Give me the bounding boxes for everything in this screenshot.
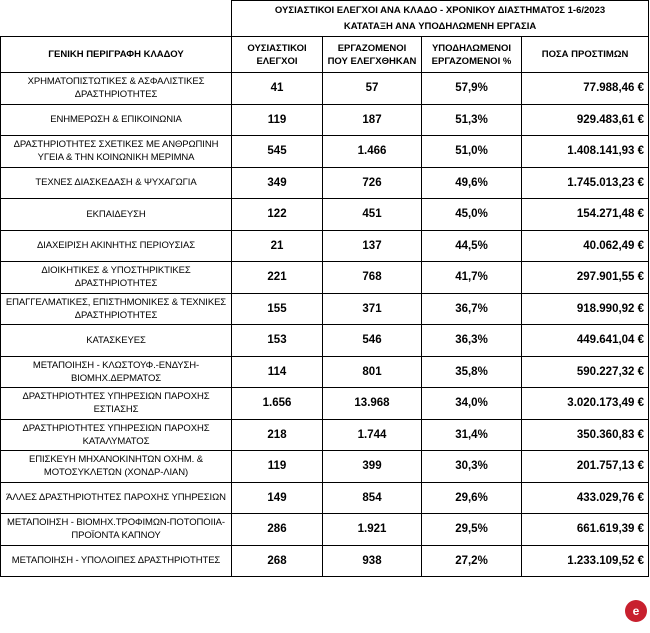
undeclared-percent: 49,6% (422, 167, 522, 199)
table-row (1, 199, 649, 231)
undeclared-percent: 41,7% (422, 262, 522, 294)
workers-count: 57 (323, 73, 422, 105)
workers-count: 1.921 (323, 514, 422, 546)
fines-amount: 350.360,83 € (522, 419, 649, 451)
workers-count: 1.466 (323, 136, 422, 168)
checks-count: 221 (232, 262, 323, 294)
fines-amount: 1.233.109,52 € (522, 545, 649, 577)
table-row (1, 514, 649, 546)
sector-description: ΜΕΤΑΠΟΙΗΣΗ - ΥΠΟΛΟΙΠΕΣ ΔΡΑΣΤΗΡΙΟΤΗΤΕΣ (1, 545, 232, 577)
undeclared-percent: 34,0% (422, 388, 522, 420)
site-logo-badge[interactable]: e (625, 600, 647, 622)
header-workers: ΕΡΓΑΖΟΜΕΝΟΙ ΠΟΥ ΕΛΕΓΧΘΗΚΑΝ (323, 37, 422, 73)
undeclared-percent: 35,8% (422, 356, 522, 388)
workers-count: 854 (323, 482, 422, 514)
workers-count: 371 (323, 293, 422, 325)
table-row (1, 167, 649, 199)
sector-description: ΔΡΑΣΤΗΡΙΟΤΗΤΕΣ ΥΠΗΡΕΣΙΩΝ ΠΑΡΟΧΗΣ ΕΣΤΙΑΣΗΣ (1, 388, 232, 420)
header-row (1, 37, 649, 73)
table-title-line-1: ΟΥΣΙΑΣΤΙΚΟΙ ΕΛΕΓΧΟΙ ΑΝΑ ΚΛΑΔΟ - ΧΡΟΝΙΚΟΥ ΔΙΑΣΤΗΜΑΤΟΣ 1-6/2023 (274, 4, 606, 16)
sector-description: ΕΝΗΜΕΡΩΣΗ & ΕΠΙΚΟΙΝΩΝΙΑ (1, 104, 232, 136)
workers-count: 399 (323, 451, 422, 483)
table-row (1, 262, 649, 294)
checks-count: 122 (232, 199, 323, 231)
workers-count: 801 (323, 356, 422, 388)
fines-amount: 154.271,48 € (522, 199, 649, 231)
fines-amount: 40.062,49 € (522, 230, 649, 262)
sector-description: ΜΕΤΑΠΟΙΗΣΗ - ΒΙΟΜΗΧ.ΤΡΟΦΙΜΩΝ-ΠΟΤΟΠΟΙΙΑ-ΠΡΟΪΟΝΤΑ ΚΑΠΝΟΥ (1, 514, 232, 546)
sector-description: ΔΡΑΣΤΗΡΙΟΤΗΤΕΣ ΣΧΕΤΙΚΕΣ ΜΕ ΑΝΘΡΩΠΙΝΗ ΥΓΕΙΑ & ΤΗΝ ΚΟΙΝΩΝΙΚΗ ΜΕΡΙΜΝΑ (1, 136, 232, 168)
table-row (1, 230, 649, 262)
table-row (1, 482, 649, 514)
workers-count: 726 (323, 167, 422, 199)
sector-description: ΆΛΛΕΣ ΔΡΑΣΤΗΡΙΟΤΗΤΕΣ ΠΑΡΟΧΗΣ ΥΠΗΡΕΣΙΩΝ (1, 482, 232, 514)
sector-description: ΔΙΑΧΕΙΡΙΣΗ ΑΚΙΝΗΤΗΣ ΠΕΡΙΟΥΣΙΑΣ (1, 230, 232, 262)
sector-description: ΚΑΤΑΣΚΕΥΕΣ (1, 325, 232, 357)
workers-count: 187 (323, 104, 422, 136)
sector-description: ΕΠΙΣΚΕΥΗ ΜΗΧΑΝΟΚΙΝΗΤΩΝ ΟΧΗΜ. & ΜΟΤΟΣΥΚΛΕΤΩΝ (ΧΟΝΔΡ-ΛΙΑΝ) (1, 451, 232, 483)
undeclared-percent: 30,3% (422, 451, 522, 483)
table-row (1, 545, 649, 577)
checks-count: 268 (232, 545, 323, 577)
undeclared-percent: 36,3% (422, 325, 522, 357)
table-row (1, 136, 649, 168)
workers-count: 13.968 (323, 388, 422, 420)
fines-amount: 929.483,61 € (522, 104, 649, 136)
checks-count: 155 (232, 293, 323, 325)
workers-count: 938 (323, 545, 422, 577)
workers-count: 546 (323, 325, 422, 357)
undeclared-percent: 29,6% (422, 482, 522, 514)
header-undeclared-pct: ΥΠΟΔΗΛΩΜΕΝΟΙ ΕΡΓΑΖΟΜΕΝΟΙ % (422, 37, 522, 73)
sector-description: ΔΙΟΙΚΗΤΙΚΕΣ & ΥΠΟΣΤΗΡΙΚΤΙΚΕΣ ΔΡΑΣΤΗΡΙΟΤΗΤΕΣ (1, 262, 232, 294)
checks-count: 286 (232, 514, 323, 546)
fines-amount: 590.227,32 € (522, 356, 649, 388)
header-checks: ΟΥΣΙΑΣΤΙΚΟΙ ΕΛΕΓΧΟΙ (232, 37, 323, 73)
undeclared-percent: 51,3% (422, 104, 522, 136)
undeclared-percent: 29,5% (422, 514, 522, 546)
sector-description: ΧΡΗΜΑΤΟΠΙΣΤΩΤΙΚΕΣ & ΑΣΦΑΛΙΣΤΙΚΕΣ ΔΡΑΣΤΗΡΙΟΤΗΤΕΣ (1, 73, 232, 105)
fines-amount: 449.641,04 € (522, 325, 649, 357)
workers-count: 451 (323, 199, 422, 231)
checks-count: 21 (232, 230, 323, 262)
table-row (1, 388, 649, 420)
checks-count: 545 (232, 136, 323, 168)
fines-amount: 297.901,55 € (522, 262, 649, 294)
checks-count: 153 (232, 325, 323, 357)
fines-amount: 201.757,13 € (522, 451, 649, 483)
undeclared-percent: 51,0% (422, 136, 522, 168)
table-row (1, 73, 649, 105)
fines-amount: 3.020.173,49 € (522, 388, 649, 420)
sector-description: ΔΡΑΣΤΗΡΙΟΤΗΤΕΣ ΥΠΗΡΕΣΙΩΝ ΠΑΡΟΧΗΣ ΚΑΤΑΛΥΜΑΤΟΣ (1, 419, 232, 451)
checks-count: 114 (232, 356, 323, 388)
sector-description: ΕΚΠΑΙΔΕΥΣΗ (1, 199, 232, 231)
table-title-line-2: ΚΑΤΑΤΑΞΗ ΑΝΑ ΥΠΟΔΗΛΩΜΕΝΗ ΕΡΓΑΣΙΑ (343, 20, 537, 32)
sector-description: ΤΕΧΝΕΣ ΔΙΑΣΚΕΔΑΣΗ & ΨΥΧΑΓΩΓΙΑ (1, 167, 232, 199)
checks-count: 218 (232, 419, 323, 451)
sector-description: ΜΕΤΑΠΟΙΗΣΗ - ΚΛΩΣΤΟΥΦ.-ΕΝΔΥΣΗ-ΒΙΟΜΗΧ.ΔΕΡΜΑΤΟΣ (1, 356, 232, 388)
checks-count: 119 (232, 451, 323, 483)
corner-cell (1, 1, 232, 37)
sector-description: ΕΠΑΓΓΕΛΜΑΤΙΚΕΣ, ΕΠΙΣΤΗΜΟΝΙΚΕΣ & ΤΕΧΝΙΚΕΣ ΔΡΑΣΤΗΡΙΟΤΗΤΕΣ (1, 293, 232, 325)
fines-amount: 433.029,76 € (522, 482, 649, 514)
fines-amount: 661.619,39 € (522, 514, 649, 546)
table-row (1, 419, 649, 451)
undeclared-percent: 27,2% (422, 545, 522, 577)
fines-amount: 1.745.013,23 € (522, 167, 649, 199)
fines-amount: 1.408.141,93 € (522, 136, 649, 168)
undeclared-percent: 45,0% (422, 199, 522, 231)
checks-count: 41 (232, 73, 323, 105)
checks-count: 119 (232, 104, 323, 136)
workers-count: 137 (323, 230, 422, 262)
undeclared-percent: 44,5% (422, 230, 522, 262)
header-description: ΓΕΝΙΚΗ ΠΕΡΙΓΡΑΦΗ ΚΛΑΔΟΥ (1, 37, 232, 73)
table-row (1, 325, 649, 357)
table-row (1, 451, 649, 483)
table-title (232, 1, 649, 37)
table-row (1, 104, 649, 136)
table-row (1, 356, 649, 388)
checks-count: 349 (232, 167, 323, 199)
table-row (1, 293, 649, 325)
title-row (1, 1, 649, 37)
header-fines: ΠΟΣΑ ΠΡΟΣΤΙΜΩΝ (522, 37, 649, 73)
workers-count: 768 (323, 262, 422, 294)
workers-count: 1.744 (323, 419, 422, 451)
undeclared-percent: 31,4% (422, 419, 522, 451)
checks-count: 1.656 (232, 388, 323, 420)
fines-amount: 77.988,46 € (522, 73, 649, 105)
checks-count: 149 (232, 482, 323, 514)
undeclared-percent: 57,9% (422, 73, 522, 105)
fines-amount: 918.990,92 € (522, 293, 649, 325)
undeclared-percent: 36,7% (422, 293, 522, 325)
